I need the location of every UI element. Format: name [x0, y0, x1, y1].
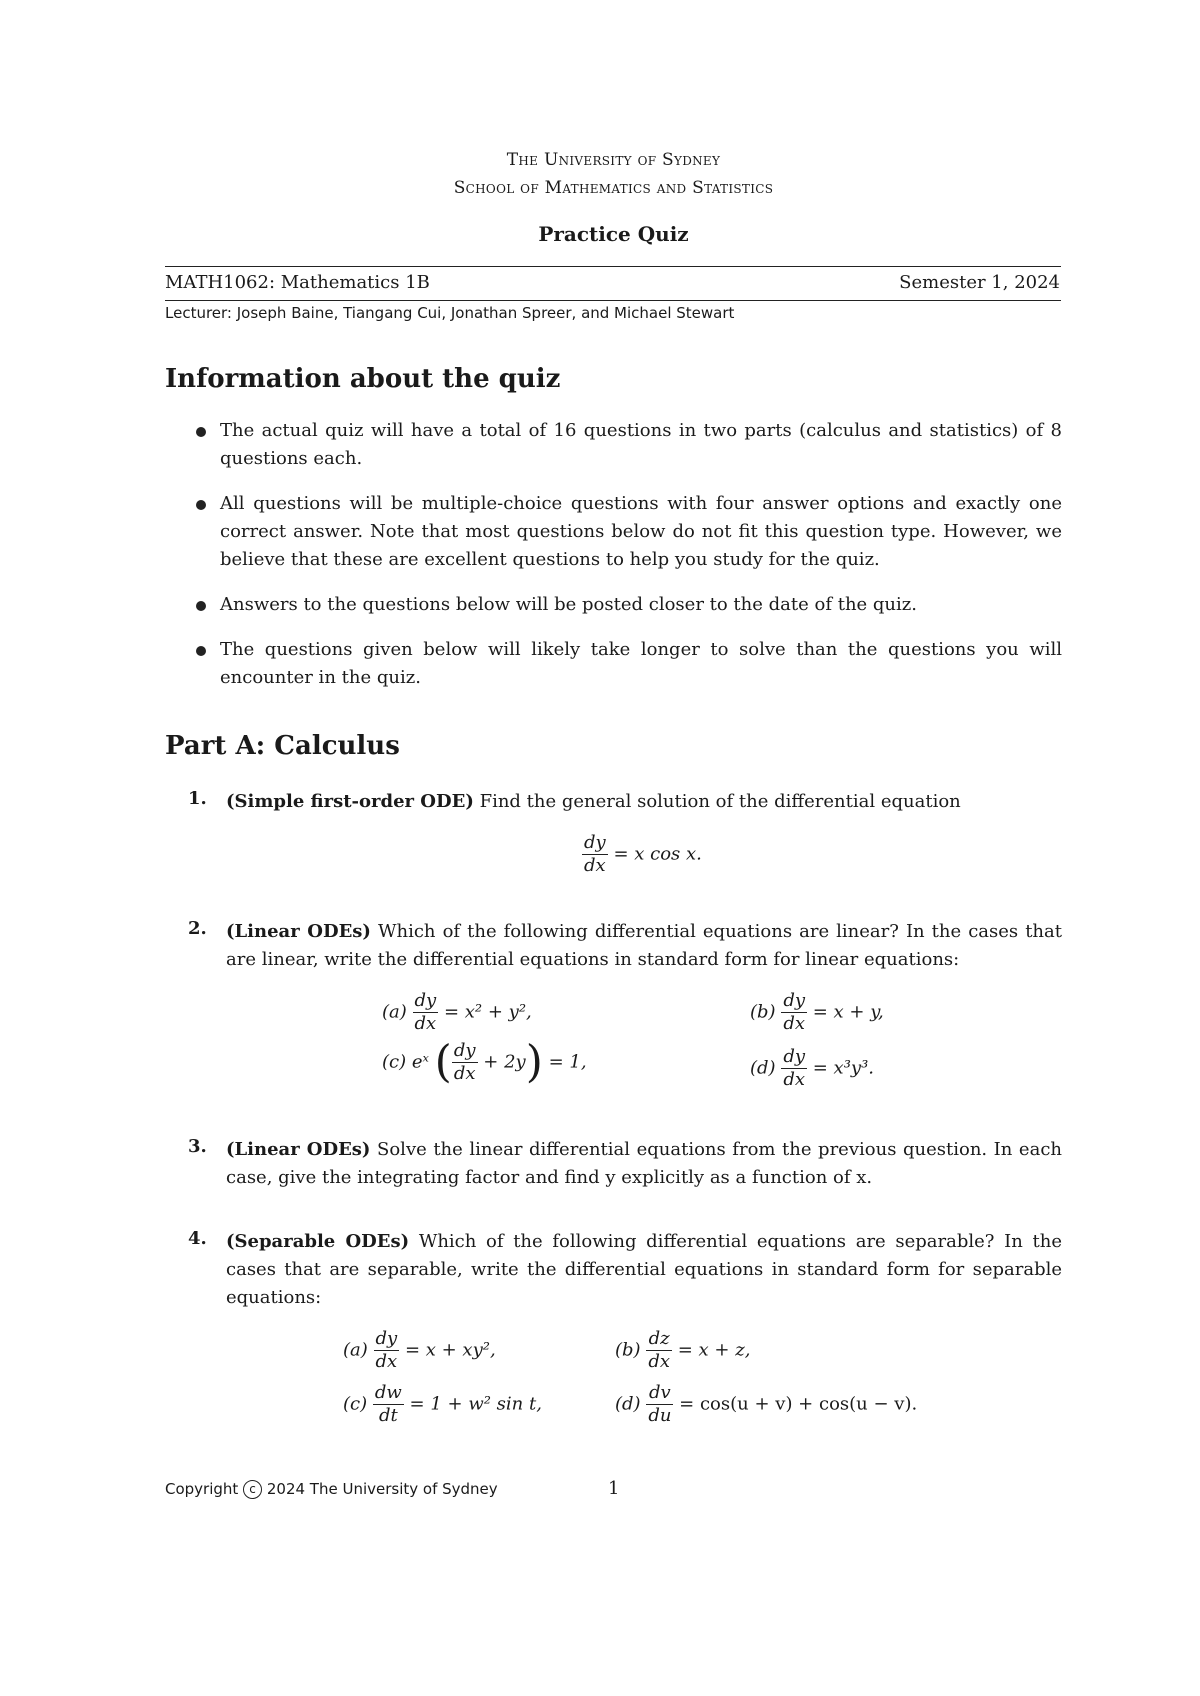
question-number: 3. — [188, 1136, 207, 1157]
copyright-owner: 2024 The University of Sydney — [266, 1480, 498, 1498]
eq-den: dx — [375, 1351, 398, 1372]
eq-num: dy — [453, 1040, 476, 1061]
question-text: Solve the linear differential equations from the previous question. In each case, give the integrating factor and find y explicitly as a function of x. — [226, 1139, 1062, 1188]
course-code: MATH1062: Mathematics 1B — [165, 272, 430, 293]
page-number: 1 — [608, 1478, 620, 1499]
eq-rhs: = x + y, — [812, 1001, 884, 1023]
question-number: 4. — [188, 1228, 207, 1249]
equation-q2b — [750, 990, 884, 1035]
bullet-icon — [196, 646, 206, 656]
equation-q4d — [615, 1382, 917, 1427]
page-title: Practice Quiz — [538, 222, 689, 246]
eq-rhs: = x³y³. — [812, 1057, 875, 1079]
school-name: School of Mathematics and Statistics — [453, 178, 774, 198]
eq-rhs: = x² + y², — [443, 1001, 532, 1023]
equation-q4a — [343, 1328, 496, 1373]
paren-open-icon: ( — [434, 1036, 452, 1088]
eq-den: dx — [648, 1351, 670, 1372]
university-name: The University of Sydney — [506, 150, 721, 170]
eq-label: (d) — [750, 1057, 776, 1079]
question-title: (Linear ODEs) — [226, 921, 371, 942]
copyright-icon: c — [243, 1480, 262, 1499]
bullet-icon — [196, 500, 206, 510]
eq-label: (c) — [343, 1393, 368, 1415]
eq-label: (a) — [382, 1001, 407, 1023]
eq-num: dy — [414, 990, 437, 1011]
eq-label: (a) — [343, 1339, 368, 1361]
eq-den: dt — [378, 1405, 398, 1426]
semester: Semester 1, 2024 — [899, 272, 1060, 293]
eq-rhs: = cos(u + v) + cos(u − v). — [679, 1393, 918, 1415]
info-heading: Information about the quiz — [165, 364, 561, 394]
bullet-icon — [196, 427, 206, 437]
eq-den: dx — [584, 855, 606, 876]
question-text: Which of the following differential equations are linear? In the cases that are linear, write the differential equations in standard form for linear equations: — [226, 921, 1062, 970]
question-3 — [226, 1136, 1062, 1192]
equation-q4c — [343, 1382, 542, 1427]
question-title: (Separable ODEs) — [226, 1231, 410, 1252]
question-text: Find the general solution of the differential equation — [479, 791, 961, 812]
bottom-rule — [165, 300, 1061, 301]
eq-rhs: = x cos x. — [613, 843, 702, 865]
info-bullet-4: The questions given below will likely take longer to solve than the questions you will encounter in the quiz. — [220, 639, 1062, 688]
bullet-icon — [196, 601, 206, 611]
question-title: (Simple first-order ODE) — [226, 791, 474, 812]
eq-label: (b) — [615, 1339, 641, 1361]
lecturers: Lecturer: Joseph Baine, Tiangang Cui, Jonathan Spreer, and Michael Stewart — [165, 304, 735, 322]
eq-den: du — [648, 1405, 672, 1426]
equation-q2a — [382, 990, 532, 1035]
eq-num: dy — [375, 1328, 398, 1349]
paren-close-icon: ) — [525, 1036, 543, 1088]
question-title: (Linear ODEs) — [226, 1139, 371, 1160]
equation-q2c — [382, 1036, 587, 1088]
info-bullet-1: The actual quiz will have a total of 16 questions in two parts (calculus and statistics) of 8 questions each. — [220, 420, 1062, 469]
eq-num: dy — [783, 1046, 806, 1067]
equation-q4b — [615, 1328, 750, 1373]
question-2 — [226, 918, 1062, 974]
eq-rhs: = 1 + w² sin t, — [409, 1393, 542, 1415]
eq-label: (d) — [615, 1393, 641, 1415]
eq-num: dy — [783, 990, 806, 1011]
eq-prefix: eˣ — [411, 1051, 429, 1073]
eq-label: (c) — [382, 1051, 407, 1073]
eq-num: dz — [646, 1328, 672, 1351]
eq-rhs: = 1, — [548, 1051, 587, 1073]
eq-label: (b) — [750, 1001, 776, 1023]
copyright-label: Copyright — [165, 1480, 239, 1498]
info-bullet-2: All questions will be multiple-choice questions with four answer options and exactly one correct answer. Note that most questions below do not fit this question type. However, we believe that these are excellent questions to help you study for the quiz. — [220, 493, 1062, 570]
question-number: 2. — [188, 918, 207, 939]
equation-q2d — [750, 1046, 874, 1091]
eq-inner: + 2y — [483, 1051, 526, 1073]
info-bullet-3: Answers to the questions below will be posted closer to the date of the quiz. — [220, 594, 917, 615]
eq-num: dy — [584, 832, 606, 853]
copyright — [165, 1480, 498, 1499]
question-4 — [226, 1228, 1062, 1312]
question-text: Which of the following differential equations are separable? In the cases that are separable, write the differential equations in standard form for separable equations: — [226, 1231, 1062, 1308]
eq-rhs: = x + xy², — [404, 1339, 496, 1361]
eq-den: dx — [414, 1013, 437, 1034]
eq-rhs: = x + z, — [677, 1339, 751, 1361]
eq-num: dw — [374, 1382, 402, 1403]
question-1 — [226, 788, 1062, 816]
question-number: 1. — [188, 788, 207, 809]
equation-q1 — [582, 832, 702, 877]
part-a-heading: Part A: Calculus — [165, 731, 400, 761]
eq-den: dx — [783, 1069, 805, 1090]
top-rule — [165, 266, 1061, 267]
eq-den: dx — [783, 1013, 805, 1034]
eq-num: dv — [646, 1382, 673, 1405]
eq-den: dx — [453, 1063, 476, 1084]
